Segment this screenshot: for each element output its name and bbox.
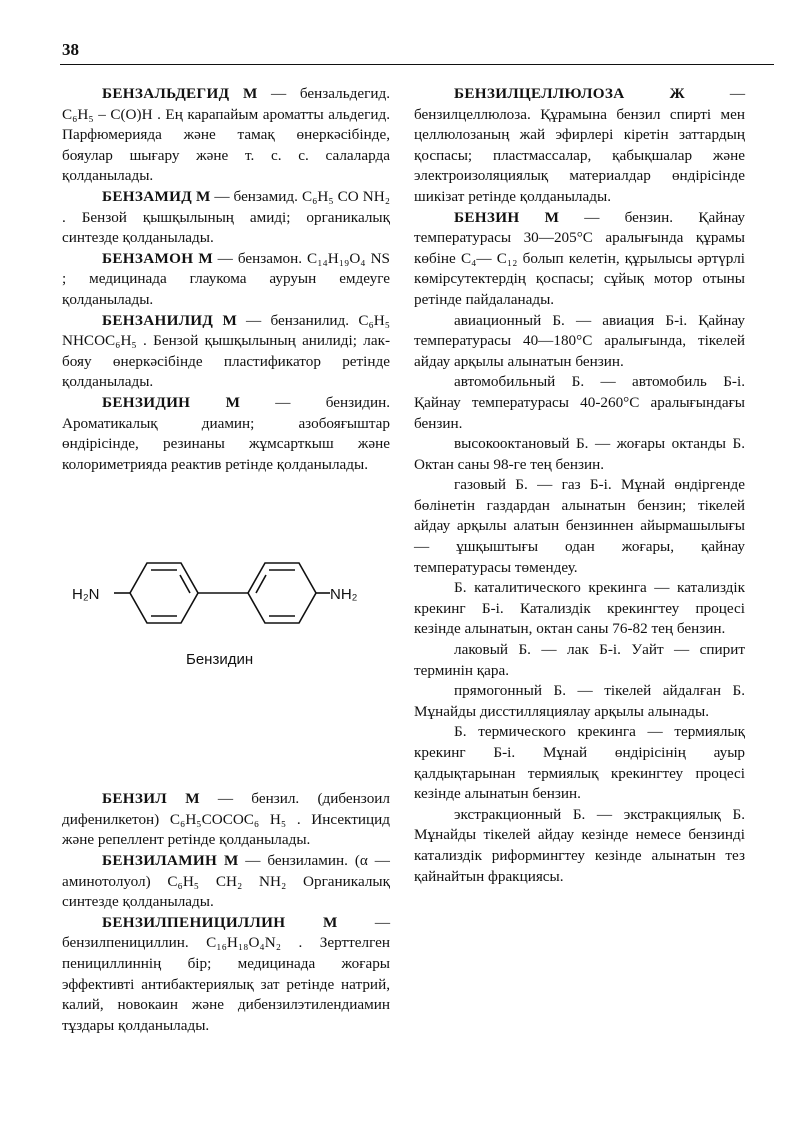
right-amino-group: NH₂: [330, 586, 358, 604]
gender-mark: М: [222, 311, 237, 329]
subentry-automobile: [414, 372, 745, 434]
entry-body: — бензанилид. C₆H₅ NHCOC₆H₅ . Бензой қышқылының анилиді; лак-бояу өнеркәсібінде пластификатор ретінде қолданылады.: [62, 311, 391, 391]
headword: БЕНЗАМИД: [102, 187, 192, 205]
entry-benzidine: [62, 393, 390, 475]
entry-body: — бензамон. C₁₄H₁₉O₄ NS ; медицинада глаукома ауруын емдеуге қолданылады.: [62, 249, 390, 308]
headword: БЕНЗИЛАМИН: [102, 852, 218, 870]
entry-benzamon: [62, 249, 390, 311]
subentry-straight-run: [414, 681, 745, 722]
subentry-body: — катализдік крекинг Б-і. Катализдік крекингтеу процесі кезінде алынатын, октан саны 76-82 тең бензин.: [414, 579, 745, 638]
entry-benzil: [62, 789, 390, 851]
entry-body: — бензиламин. (α — аминотолуол) C₆H₅ CH₂ NH₂ Органикалық синтезде қолданылады.: [62, 852, 390, 911]
subentry-aviation: [414, 311, 745, 373]
subentry-high-octane: [414, 434, 745, 475]
subentry-lead: автомобильный Б.: [454, 373, 585, 391]
entry-body: — бензилпенициллин. C₁₆H₁₈O₄N₂ . Зерттелген пенициллиннің бір; медицинада жоғары эффективті антибактериялық зат ретінде натрий, калий, новокаин және дибензилэтилендиамин тұздары қолданылады.: [62, 913, 391, 1034]
entry-body: — бензилцеллюлоза. Құрамына бензил спирті мен целлюлозаның жай эфирлері кіретін заттардың қоспасы; пластмассалар, қабықшалар және электроизоляциялық материалдар өндірісінде шикізат ретінде қолданылады.: [414, 85, 745, 205]
page-number: 38: [62, 40, 79, 59]
subentry-catalytic-cracking: [414, 578, 745, 640]
subentry-extraction: [414, 805, 745, 887]
entry-benzylamine: [62, 851, 390, 913]
figure-caption: Бензидин: [186, 651, 254, 669]
gender-mark: М: [224, 852, 239, 870]
subentry-body: — термиялық крекинг Б-і. Мұнай өндірісінің ауыр қалдықтарынан термиялық крекингтеу процесі кезінде алынатын бензин.: [414, 723, 745, 803]
subentry-lead: Б. каталитического крекинга: [454, 579, 647, 597]
entry-body: — бензамид. C₆H₅ CO NH₂ . Бензой қышқылының амиді; органикалық синтезде қолданылады.: [62, 187, 390, 247]
left-column: [62, 84, 390, 1036]
headword: БЕНЗИЛ: [102, 790, 167, 808]
headword: БЕНЗАНИЛИД: [102, 311, 214, 329]
benzidine-structure-diagram: [72, 551, 382, 641]
headword: БЕНЗАМОН: [102, 249, 194, 267]
subentry-lead: газовый Б.: [454, 476, 528, 494]
subentry-body: — авиация Б-і. Қайнау температурасы 40—180°C аралығында, тікелей айдау арқылы алынатын бензин.: [414, 311, 745, 370]
subentry-lead: лаковый Б.: [454, 641, 531, 659]
subentry-lead: высокооктановый Б.: [454, 435, 589, 453]
subentry-body: — лак Б-і. Уайт — спирит терминін қара.: [414, 641, 745, 679]
entry-benzamide: [62, 187, 390, 249]
subentry-body: — тікелей айдалған Б. Мұнайды дисстилляциялау арқылы алынады.: [414, 682, 745, 720]
subentry-body: — газ Б-і. Мұнай өндіргенде бөлінетін газдардан алынатын бензин; тікелей айдау арқылы алатын бензиннен айырмашылығы — ұшқыштығы одан жоғары, қайнау температурасы төмендеу.: [414, 476, 745, 576]
headword: БЕНЗАЛЬДЕГИД: [102, 85, 230, 102]
entry-body: — бензидин. Ароматикалық диамин; азобояғыштар өндірісінде, резинаны жұмсарткыш және колориметрияда реактив ретінде қолданылады.: [62, 393, 390, 473]
gender-mark: М: [322, 913, 338, 931]
subentry-thermal-cracking: [414, 722, 745, 804]
headword: БЕНЗИЛЦЕЛЛЮЛОЗА: [454, 85, 625, 102]
gender-mark: М: [198, 249, 213, 267]
subentry-lead: прямогонный Б.: [454, 682, 566, 700]
right-column: [414, 84, 745, 887]
entry-benzylpenicillin: [62, 913, 390, 1037]
headword: БЕНЗИН: [454, 208, 520, 226]
left-amino-group: H₂N: [72, 586, 100, 604]
entry-body: — бензил. (дибензоил дифенилкетон) C₆H₅COCOC₆ H₅ . Инсектицид және репеллент ретінде қолданылады.: [62, 790, 390, 849]
entry-benzin: [414, 208, 745, 311]
subentry-lead: экстракционный Б.: [454, 805, 586, 823]
header-rule: [60, 64, 774, 65]
gender-mark: М: [225, 393, 240, 411]
gender-mark: М: [185, 790, 200, 808]
subentry-body: — автомобиль Б-і. Қайнау температурасы 40-260°C аралығындағы бензин.: [414, 373, 745, 432]
headword: БЕНЗИЛПЕНИЦИЛЛИН: [102, 913, 286, 931]
benzidine-structure-figure: [62, 551, 390, 731]
subentry-lead: Б. термического крекинга: [454, 723, 636, 741]
subentry-gas: [414, 475, 745, 578]
gender-mark: Ж: [669, 85, 685, 102]
subentry-lead: авиационный Б.: [454, 311, 565, 329]
headword: БЕНЗИДИН: [102, 393, 191, 411]
entry-benzylcellulose: [414, 84, 745, 208]
subentry-body: — экстракциялық Б. Мұнайды тікелей айдау кезінде немесе бензинді катализдік риформингтеу кезінде алынатын тез қайнайтын фракциясы.: [414, 805, 746, 885]
entry-body: — бензальдегид. C₆H₅ – C(O)H . Ең карапайым ароматты альдегид. Парфюмерияда және тамақ өнеркәсібінде, бояулар шығару және т. с. с. салаларда қолданылады.: [62, 85, 390, 185]
subentry-lacquer: [414, 640, 745, 681]
entry-benzanilide: [62, 311, 390, 393]
gender-mark: М: [195, 187, 211, 205]
gender-mark: М: [544, 208, 560, 226]
gender-mark: М: [243, 85, 258, 102]
entry-body: — бензин. Қайнау температурасы 30—205°C аралығында құрамы көбіне C₄— C₁₂ болып келетін, құрылысы әртүрлі көмірсутектердің қоспасы; сұйық мотор отыны ретінде пайдаланады.: [414, 208, 746, 308]
subentry-body: — жоғары октанды Б. Октан саны 98-ге тең бензин.: [414, 435, 745, 473]
entry-benzaldehyde: [62, 84, 390, 187]
